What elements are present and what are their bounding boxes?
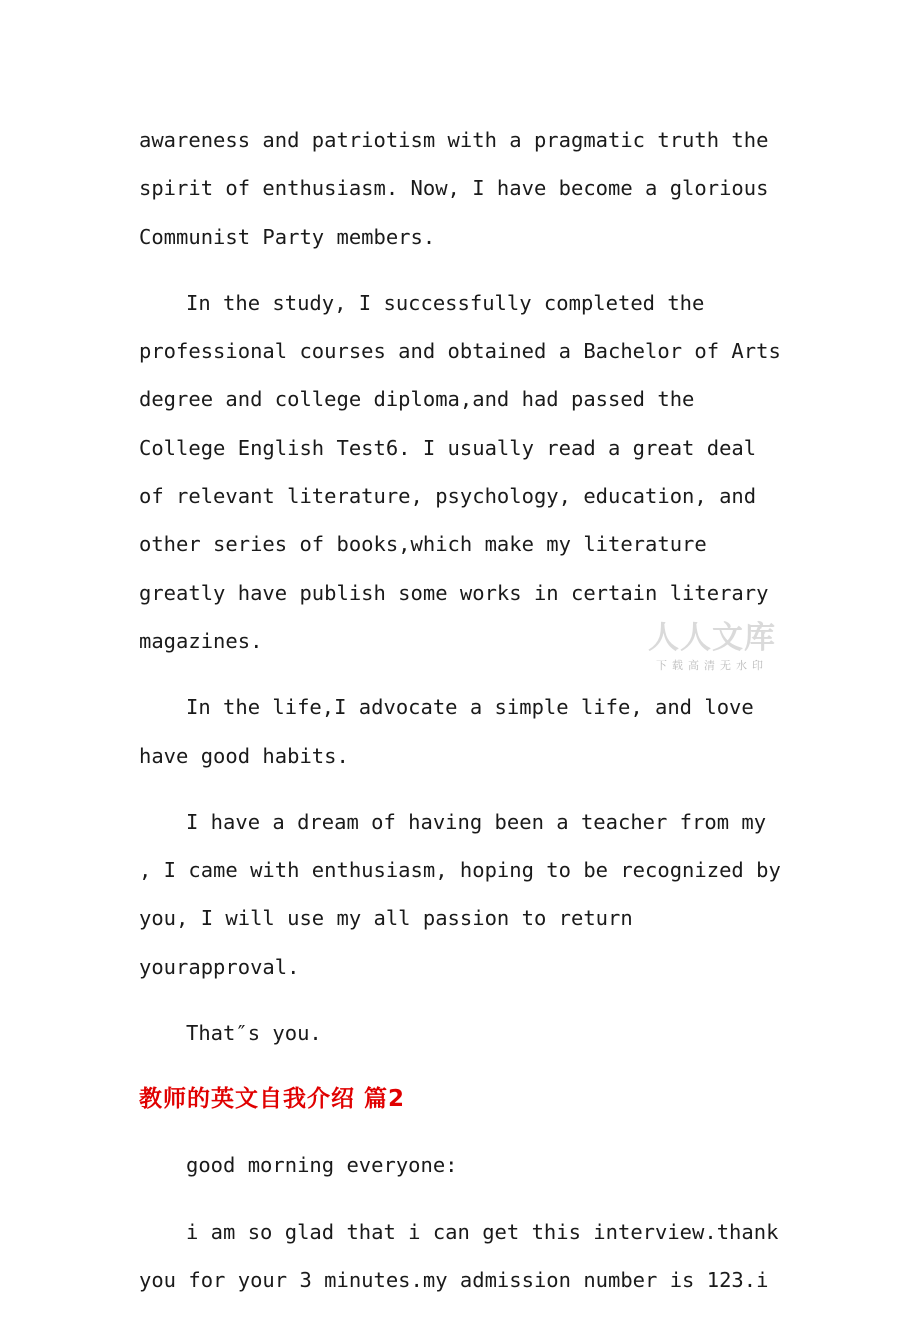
paragraph-5: That″s you. <box>186 1021 322 1046</box>
watermark-sub-text: 下载高清无水印 <box>656 659 768 672</box>
section-heading: 教师的英文自我介绍 篇2 <box>139 1086 406 1113</box>
watermark-main-text: 人人文库 <box>648 620 776 656</box>
paragraph-7: i am so glad that i can get this interview.thank you for your 3 minutes.my admission number is 123.i <box>139 1219 791 1292</box>
paragraph-4: I have a dream of having been a teacher from my , I came with enthusiasm, hoping to be recognized by you, I will use my all passion to return yourapproval. <box>139 809 794 979</box>
paragraph-2: In the study, I successfully completed the professional courses and obtained a Bachelor of Arts degree and college diploma,and had passed the College English Test6. I usually read a great deal of relevant literature, psychology, education, and other series of books,which make my literature greatly have publish some works in certain literary magazines. <box>139 290 794 653</box>
paragraph-1: awareness and patriotism with a pragmatic truth the spirit of enthusiasm. Now, I have become a glorious Communist Party members. <box>139 128 781 249</box>
paragraph-6: good morning everyone: <box>186 1153 458 1178</box>
paragraph-3: In the life,I advocate a simple life, and love have good habits. <box>139 695 767 768</box>
document-body <box>139 116 794 1322</box>
